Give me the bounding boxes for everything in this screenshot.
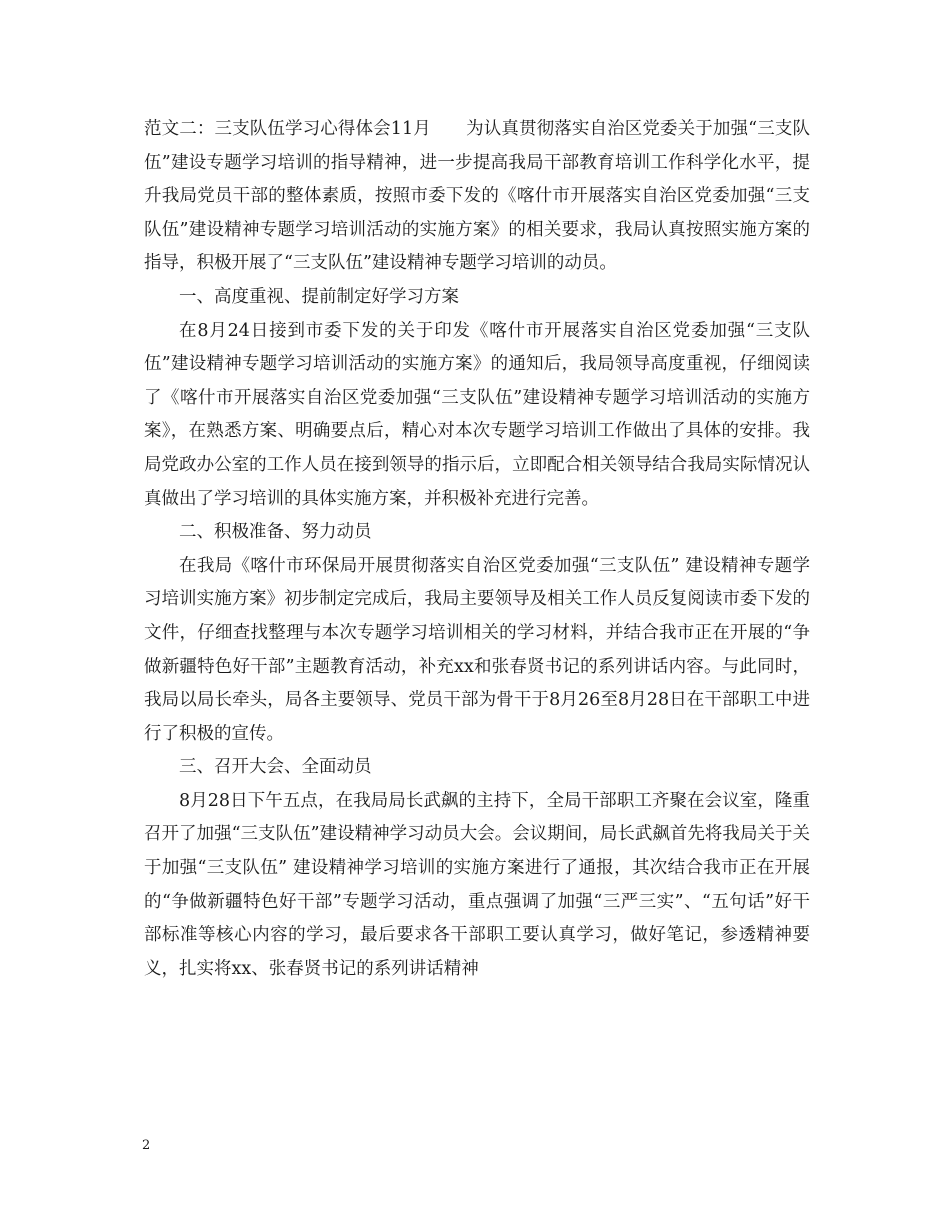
paragraph-intro: 范文二：三支队伍学习心得体会11月 为认真贯彻落实自治区党委关于加强“三支队伍”建设专题学习培训的指导精神，进一步提高我局干部教育培训工作科学化水平，提升我局党员干部的整体素质，按照市委下发的《喀什市开展落实自治区党委加强“三支队伍”建设精神专题学习培训活动的实施方案》的相关要求，我局认真按照实施方案的指导，积极开展了“三支队伍”建设精神专题学习培训的动员。 <box>144 119 810 274</box>
section-heading-2: 二、积极准备、努力动员 <box>179 522 372 543</box>
paragraph-section-3: 8月28日下午五点，在我局局长武飙的主持下，全局干部职工齐聚在会议室，隆重召开了加强“三支队伍”建设精神学习动员大会。会议期间，局长武飙首先将我局关于关于加强“三支队伍” 建设精神学习培训的实施方案进行了通报，其次结合我市正在开展的“争做新疆特色好干部”专题学习活动，重点强调了加强“三严三实”、“五句话”好干部标准等核心内容的学习，最后要求各干部职工要认真学习，做好笔记，参透精神要义，扎实将xx、张春贤书记的系列讲话精神 <box>144 790 810 979</box>
paragraph-section-2: 在我局《喀什市环保局开展贯彻落实自治区党委加强“三支队伍” 建设精神专题学习培训实施方案》初步制定完成后，我局主要领导及相关工作人员反复阅读市委下发的文件，仔细查找整理与本次专题学习培训相关的学习材料，并结合我市正在开展的“争做新疆特色好干部”主题教育活动，补充xx和张春贤书记的系列讲话内容。与此同时，我局以局长牵头，局各主要领导、党员干部为骨干于8月26至8月28日在干部职工中进行了积极的宣传。 <box>144 555 810 744</box>
paragraph-section-1: 在8月24日接到市委下发的关于印发《喀什市开展落实自治区党委加强“三支队伍”建设精神专题学习培训活动的实施方案》的通知后，我局领导高度重视，仔细阅读了《喀什市开展落实自治区党委加强“三支队伍”建设精神专题学习培训活动的实施方案》，在熟悉方案、明确要点后，精心对本次专题学习培训工作做出了具体的安排。我局党政办公室的工作人员在接到领导的指示后，立即配合相关领导结合我局实际情况认真做出了学习培训的具体实施方案，并积极补充进行完善。 <box>144 320 810 509</box>
page-number: 2 <box>142 1138 151 1153</box>
document-body <box>144 113 810 986</box>
section-heading-3: 三、召开大会、全面动员 <box>179 757 372 778</box>
section-heading-1: 一、高度重视、提前制定好学习方案 <box>179 286 459 307</box>
